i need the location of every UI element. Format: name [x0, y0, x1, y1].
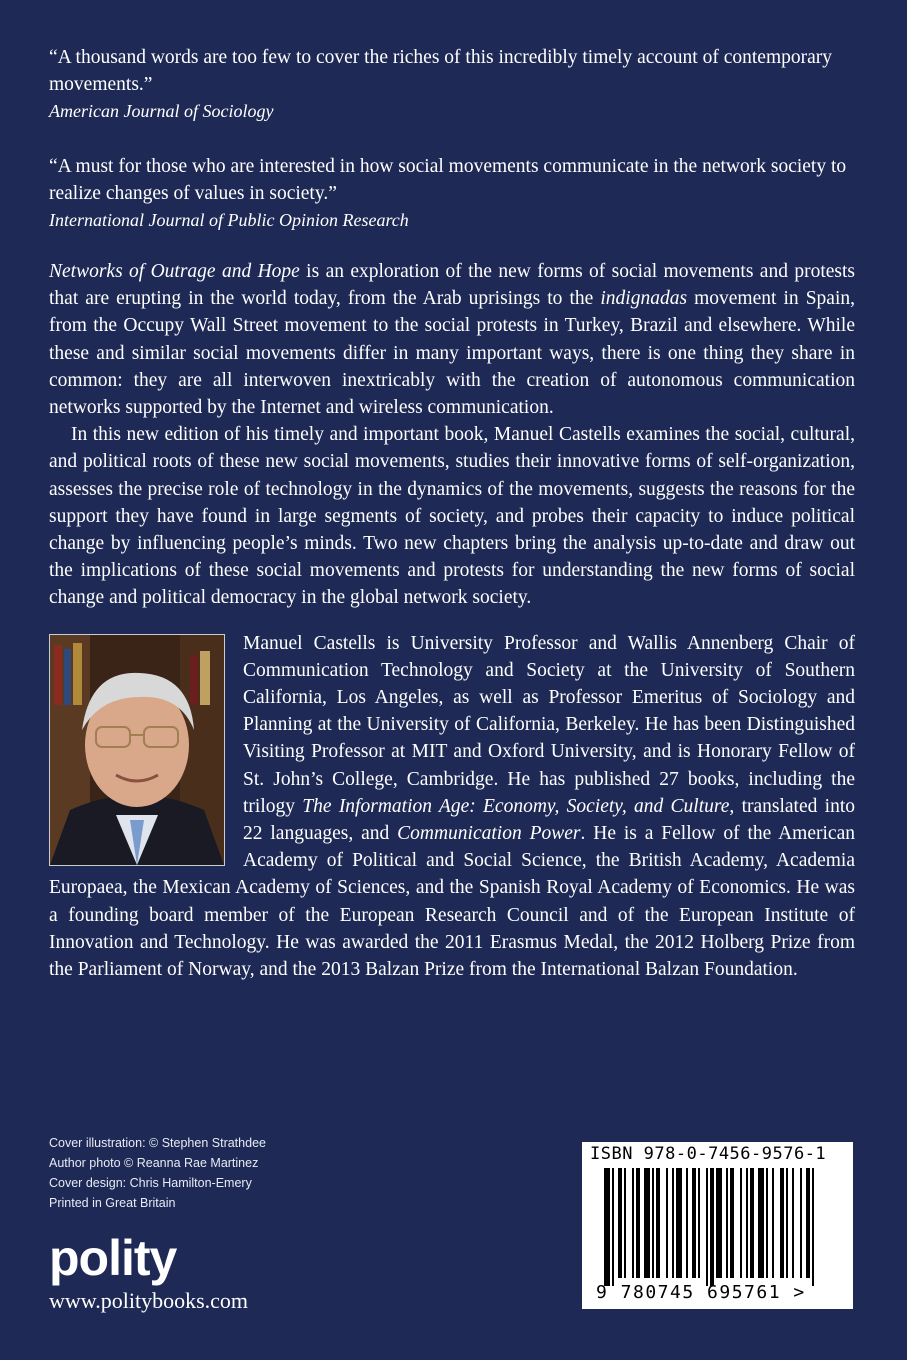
isbn-digits: 9 780745 695761 > [596, 1282, 806, 1303]
barcode-bar [710, 1168, 714, 1286]
barcode-bar [740, 1168, 742, 1278]
review-quote-1: “A thousand words are too few to cover the riches of this incredibly timely account of contemporary movements.” [49, 47, 833, 95]
barcode-bar [786, 1168, 788, 1278]
description-text-a: is an exploration of the new forms of social movements and protests that are erupting in the world today, from the Arab uprisings to the [49, 261, 855, 310]
barcode-bar [792, 1168, 794, 1278]
barcode-bar [604, 1168, 610, 1286]
barcode-bar [692, 1168, 696, 1278]
barcode-bar [644, 1168, 650, 1278]
description-text-b: movement in Spain, from the Occupy Wall Street movement to the social protests in Turkey, Brazil and elsewhere. While these and similar social movements differ in many important ways, there is one thing they share in common: they are all interwoven inextricably with the creation of autonomous communication networks supported by the Internet and wireless communication. [49, 288, 855, 419]
back-cover-text [49, 44, 855, 983]
bio-text-c: . He is a Fellow of the American Academy of Political and Social Science, the British Academy, Academia Europaea, the Mexican Academy of Sciences, and the Spanish Royal Academy of Economics. He was a founding board member of the European Research Council and of the European Institute of Innovation and Technology. He was awarded the 2011 Erasmus Medal, the 2012 Holberg Prize from the Parliament of Norway, and the 2013 Balzan Prize from the International Balzan Foundation. [49, 823, 855, 981]
barcode-bar [676, 1168, 682, 1278]
review-quote-2: “A must for those who are interested in how social movements communicate in the network society to realize changes of values in society.” [49, 156, 847, 204]
isbn-barcode [582, 1142, 853, 1309]
bio-title-trilogy: The Information Age: Economy, Society, and Culture [302, 795, 730, 817]
barcode-bar [766, 1168, 768, 1278]
barcode-bar [624, 1168, 626, 1278]
indignadas-term: indignadas [600, 288, 688, 310]
book-title: Networks of Outrage and Hope [49, 261, 300, 282]
description-paragraph-2: In this new edition of his timely and important book, Manuel Castells examines the social, cultural, and political roots of these new social movements, studies their innovative forms of self-organization, assesses the precise role of technology in the dynamics of the movements, suggests the reasons for the support they have found in large segments of society, and probes their capacity to induce political change by influencing people’s minds. Two new chapters bring the analysis up-to-date and draw out the implications of these social movements and protests for understanding the new forms of social change and political democracy in the global network society. [49, 424, 855, 609]
barcode-bar [772, 1168, 774, 1278]
isbn-label: ISBN 978-0-7456-9576-1 [590, 1144, 827, 1164]
cover-credits [49, 1133, 266, 1213]
barcode-bar [812, 1168, 814, 1286]
review-source-2: International Journal of Public Opinion Research [49, 210, 409, 230]
credit-line: Author photo © Reanna Rae Martinez [49, 1156, 259, 1170]
author-photo [49, 634, 225, 866]
barcode-bar [656, 1168, 660, 1278]
barcode-bar [780, 1168, 784, 1278]
barcode-bar [686, 1168, 688, 1278]
publisher-logo: polity [49, 1230, 177, 1286]
barcode-bar [806, 1168, 810, 1278]
barcode-bar [698, 1168, 700, 1278]
description-paragraph-1 [49, 258, 855, 421]
barcode-bar [800, 1168, 802, 1278]
author-bio [49, 630, 855, 984]
barcode-bar [750, 1168, 754, 1278]
barcode-bar [716, 1168, 722, 1278]
barcode-bar [706, 1168, 708, 1286]
barcode-bar [746, 1168, 748, 1278]
bio-title-communication-power: Communication Power [397, 823, 581, 845]
review-source-1: American Journal of Sociology [49, 101, 274, 121]
publisher-url: www.politybooks.com [49, 1288, 249, 1313]
barcode-bar [652, 1168, 654, 1278]
barcode-bar [632, 1168, 634, 1278]
barcode-bar [618, 1168, 622, 1278]
barcode-bar [758, 1168, 764, 1278]
bio-text-a: Manuel Castells is University Professor and Wallis Annenberg Chair of Communication Technology and Society at the University of Southern California, Los Angeles, as well as Professor Emeritus of Sociology and Planning at the University of California, Berkeley. He has been Distinguished Visiting Professor at MIT and Oxford University, and is Honorary Fellow of St. John’s College, Cambridge. He has published 27 books, including the trilogy [243, 632, 855, 817]
credit-line: Cover design: Chris Hamilton-Emery [49, 1176, 252, 1190]
barcode-bar [726, 1168, 728, 1278]
bio-text-b: , translated into 22 languages, and [243, 795, 855, 845]
credit-line: Cover illustration: © Stephen Strathdee [49, 1136, 266, 1150]
barcode-bar [612, 1168, 614, 1286]
barcode-bar [730, 1168, 734, 1278]
credit-line: Printed in Great Britain [49, 1196, 176, 1210]
barcode-bar [666, 1168, 668, 1278]
barcode-bar [672, 1168, 674, 1278]
barcode-bar [636, 1168, 640, 1278]
barcode-bars-icon [582, 1164, 853, 1286]
